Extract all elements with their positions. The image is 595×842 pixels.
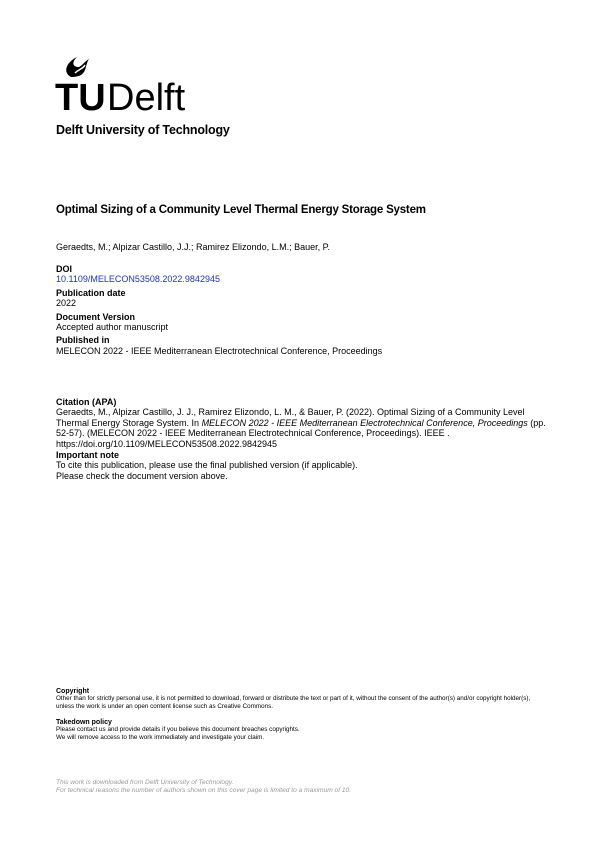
university-name: Delft University of Technology (56, 123, 230, 137)
citation-text (56, 407, 546, 449)
document-version-value: Accepted author manuscript (56, 322, 169, 333)
document-version-label: Document Version (56, 311, 136, 322)
citation-part1: Geraedts, M., Alpizar Castillo, J. J., Ramirez Elizondo, L. M., & Bauer, P. (2022). Optimal Sizing of a Community Level Thermal Energy Storage System. In (56, 407, 525, 428)
publication-date-label: Publication date (56, 287, 126, 298)
takedown-label: Takedown policy (56, 719, 112, 726)
footer-line1: This work is downloaded from Delft University of Technology. (56, 779, 234, 786)
svg-text:Delft: Delft (107, 77, 186, 115)
copyright-label: Copyright (56, 688, 90, 695)
paper-title: Optimal Sizing of a Community Level Thermal Energy Storage System (56, 204, 426, 216)
doi-link[interactable]: 10.1109/MELECON53508.2022.9842945 (56, 274, 220, 285)
important-note-line1: To cite this publication, please use the final published version (if applicable). (56, 460, 358, 471)
takedown-line1: Please contact us and provide details if you believe this document breaches copyrights. (56, 726, 300, 734)
citation-part2: (pp. 52-57). (MELECON 2022 - IEEE Mediterranean Electrotechnical Conference, Proceedings). IEEE . https://doi.org/10.1109/MELECON53508.2022.9842945 (56, 417, 546, 449)
footer-line2: For technical reasons the number of authors shown on this cover page is limited to a maximum of 10. (56, 787, 352, 794)
citation-label: Citation (APA) (56, 397, 117, 407)
takedown-block (56, 719, 546, 741)
author-list: Geraedts, M.; Alpizar Castillo, J.J.; Ramirez Elizondo, L.M.; Bauer, P. (56, 242, 330, 252)
published-in-value: MELECON 2022 - IEEE Mediterranean Electrotechnical Conference, Proceedings (56, 345, 383, 356)
important-note-block (56, 450, 546, 481)
citation-block (56, 397, 546, 449)
copyright-text: Other than for strictly personal use, it is not permitted to download, forward or distribute the text or part of it, without the consent of the author(s) and/or copyright holder(s), unless the work is under an open content license such as Creative Commons. (56, 695, 531, 710)
metadata-block (56, 264, 382, 359)
doi-label: DOI (56, 264, 73, 274)
svg-text:TU: TU (55, 77, 106, 115)
takedown-line2: We will remove access to the work immediately and investigate your claim. (56, 733, 265, 741)
flame-icon (66, 57, 89, 77)
publication-date-value: 2022 (56, 298, 77, 309)
important-note-line2: Please check the document version above. (56, 470, 228, 481)
tu-delft-logo (55, 55, 205, 115)
download-footer (56, 779, 536, 795)
published-in-label: Published in (56, 335, 110, 346)
important-note-label: Important note (56, 450, 119, 460)
citation-venue: MELECON 2022 - IEEE Mediterranean Electrotechnical Conference, Proceedings (201, 417, 528, 428)
copyright-block (56, 688, 546, 710)
